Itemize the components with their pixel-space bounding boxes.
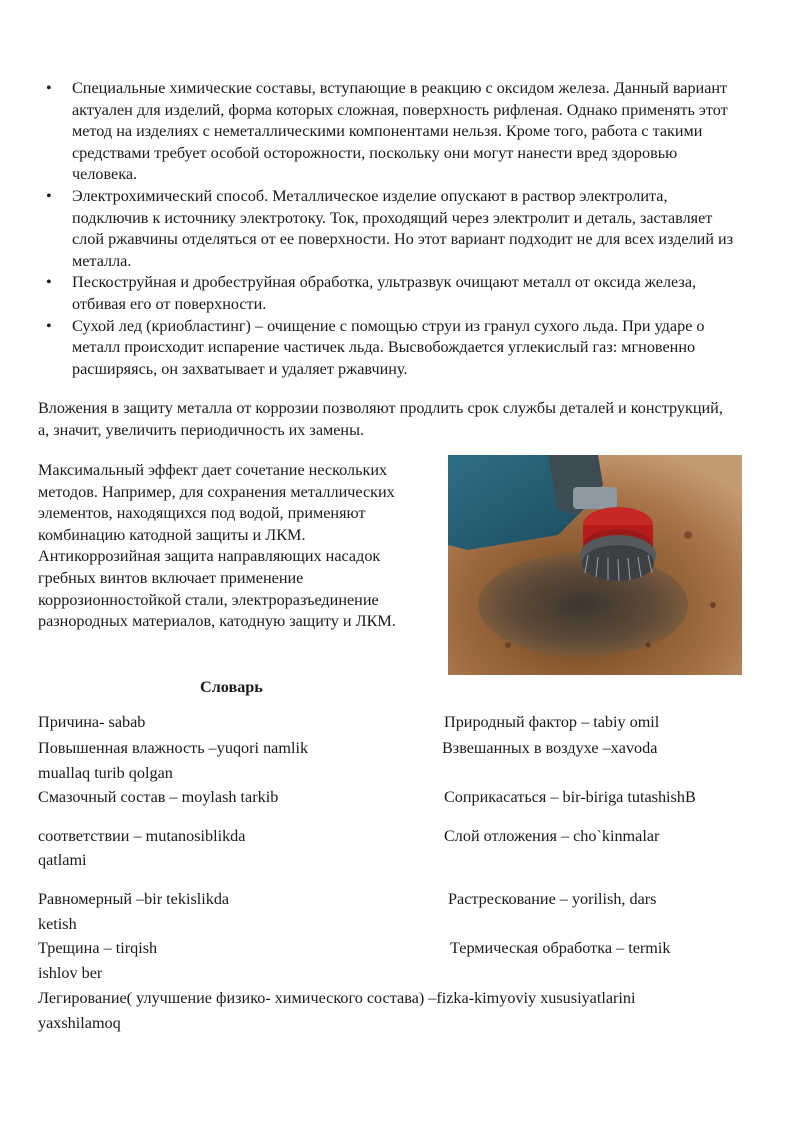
list-item: • Электрохимический способ. Металлическое изделие опускают в раствор электролита, подключив к источнику электротоку. Ток, проходящий через электролит и деталь, заставляет слой ржавчины отделяться от ее поверхности. Но этот вариант подходит не для всех изделий из металла. [40,186,740,272]
vocab-term: Соприкасаться – bir-biriga tutashishB [444,788,696,806]
vocab-term: Равномерный –bir tekislikda [38,890,230,908]
vocab-term: Взвешанных в воздухе –xavoda [442,739,658,757]
list-item: • Пескоструйная и дробеструйная обработка, ультразвук очищают металл от оксида железа, отбивая его от поверхности. [40,272,740,315]
combined-methods-paragraph: Максимальный эффект дает сочетание нескольких методов. Например, для сохранения металлических элементов, находящихся под водой, применяют комбинацию катодной защиты и ЛКМ. Антикоррозийная защита направляющих насадок гребных винтов включает применение коррозионностойкой стали, электроразъединение разнородных материалов, катодную защиту и ЛКМ. [38,461,396,631]
list-item: • Сухой лед (криобластинг) – очищение с помощью струи из гранул сухого льда. При ударе о металл происходит испарение частичек льда. Высвобождается углекислый газ: мгновенно расширяясь, он захватывает и удаляет ржавчину. [40,316,740,381]
vocab-term: Трещина – tirqish [38,939,158,957]
vocab-term-continuation: ishlov ber [38,964,103,982]
vocabulary-heading: Словарь [200,678,263,696]
vocab-term: соответствии – mutanosiblikda [38,827,246,845]
vocab-term-continuation: muallaq turib qolgan [38,764,173,782]
investment-paragraph: Вложения в защиту металла от коррозии позволяют продлить срок службы деталей и конструкций, а, значит, увеличить периодичность их замены. [38,399,723,439]
vocab-term: Слой отложения – cho`kinmalar [444,827,660,845]
vocab-term: Легирование( улучшение физико- химического состава) –fizka-kimyoviy xususiyatlarini [38,989,636,1007]
vocab-term-continuation: qatlami [38,851,87,869]
vocab-term: Повышенная влажность –yuqori namlik [38,739,309,757]
methods-bullet-list [40,78,740,380]
wire-brush-grinder-photo [448,455,742,675]
vocab-term-continuation: yaxshilamoq [38,1014,121,1032]
vocab-term: Смазочный состав – moylash tarkib [38,788,279,806]
vocab-term: Термическая обработка – termik [450,939,671,957]
list-item: • Специальные химические составы, вступающие в реакцию с оксидом железа. Данный вариант актуален для изделий, форма которых сложная, поверхность рифленая. Однако применять этот метод на изделиях с неметаллическими компонентами нельзя. Кроме того, работа с такими средствами требует особой осторожности, поскольку они могут нанести вред здоровью человека. [40,78,740,186]
vocab-term-continuation: ketish [38,915,77,933]
vocab-term: Причина- sabab [38,713,146,731]
vocab-term: Растрескование – yorilish, dars [448,890,657,908]
vocab-term: Природный фактор – tabiy omil [444,713,660,731]
